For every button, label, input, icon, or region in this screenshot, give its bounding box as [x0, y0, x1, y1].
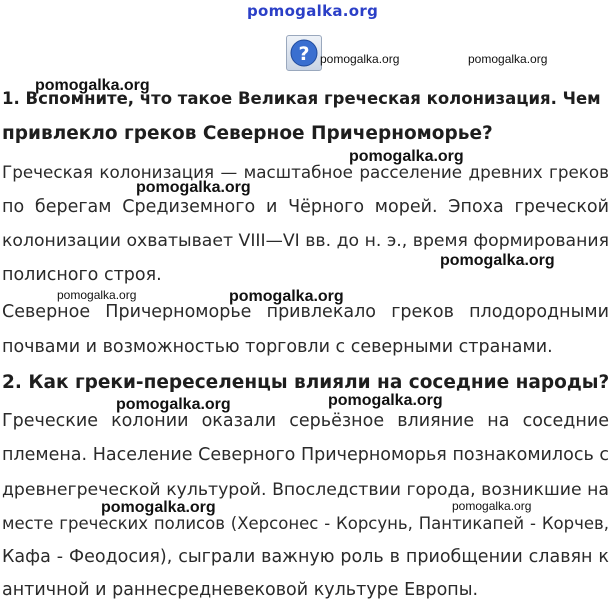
watermark-6: pomogalka.org	[229, 288, 344, 305]
watermark-icon-right-2: pomogalka.org	[468, 52, 548, 66]
answer-2-line-5: Кафа - Феодосия), сыграли важную роль в приобщении славян к	[2, 547, 609, 567]
question-2-line-1: 2. Как греки-переселенцы влияли на соседние народы?	[2, 372, 610, 393]
answer-1-line-3: колонизации охватывает VIII—VI вв. до н. э., время формирования	[2, 231, 609, 251]
watermark-10: pomogalka.org	[101, 499, 216, 516]
watermark-4: pomogalka.org	[440, 252, 555, 269]
answer-2-line-4: месте греческих полисов (Херсонес - Корсунь, Пантикапей - Корчев,	[2, 514, 609, 533]
watermark-8: pomogalka.org	[328, 392, 443, 409]
answer-2-line-1: Греческие колонии оказали серьёзное влияние на соседние	[2, 411, 609, 431]
help-question-icon	[286, 35, 322, 71]
answer-2-line-3: древнегреческой культурой. Впоследствии города, возникшие на	[2, 480, 609, 500]
watermark-icon-right-1: pomogalka.org	[320, 52, 400, 66]
answer-1-line-4: полисного строя.	[2, 265, 162, 285]
question-1-line-2: привлекло греков Северное Причерноморье?	[2, 123, 493, 144]
answer-1-line-2: по берегам Средиземного и Чёрного морей. Эпоха греческой	[2, 197, 609, 217]
svg-text:?: ?	[298, 43, 310, 65]
answer-1-p2-line-2: почвами и возможностью торговли с северными странами.	[2, 337, 553, 357]
answer-1-p2-line-1: Северное Причерноморье привлекало греков плодородными	[2, 302, 609, 322]
watermark-5: pomogalka.org	[57, 288, 137, 302]
answer-2-line-2: племена. Население Северного Причерноморья познакомилось с	[2, 445, 609, 465]
watermark-7: pomogalka.org	[116, 396, 231, 413]
watermark-3: pomogalka.org	[136, 179, 251, 196]
answer-2-line-6: античной и раннесредневековой культуре Европы.	[2, 580, 479, 600]
watermark-top: pomogalka.org	[247, 2, 379, 20]
answer-1-line-1: Греческая колонизация — масштабное расселение древних греков	[2, 162, 609, 182]
watermark-1: pomogalka.org	[35, 77, 150, 94]
question-1-line-1: 1. Вспомните, что такое Великая греческая колонизация. Чем	[2, 89, 601, 108]
watermark-2: pomogalka.org	[349, 148, 464, 165]
watermark-9: pomogalka.org	[452, 499, 532, 513]
